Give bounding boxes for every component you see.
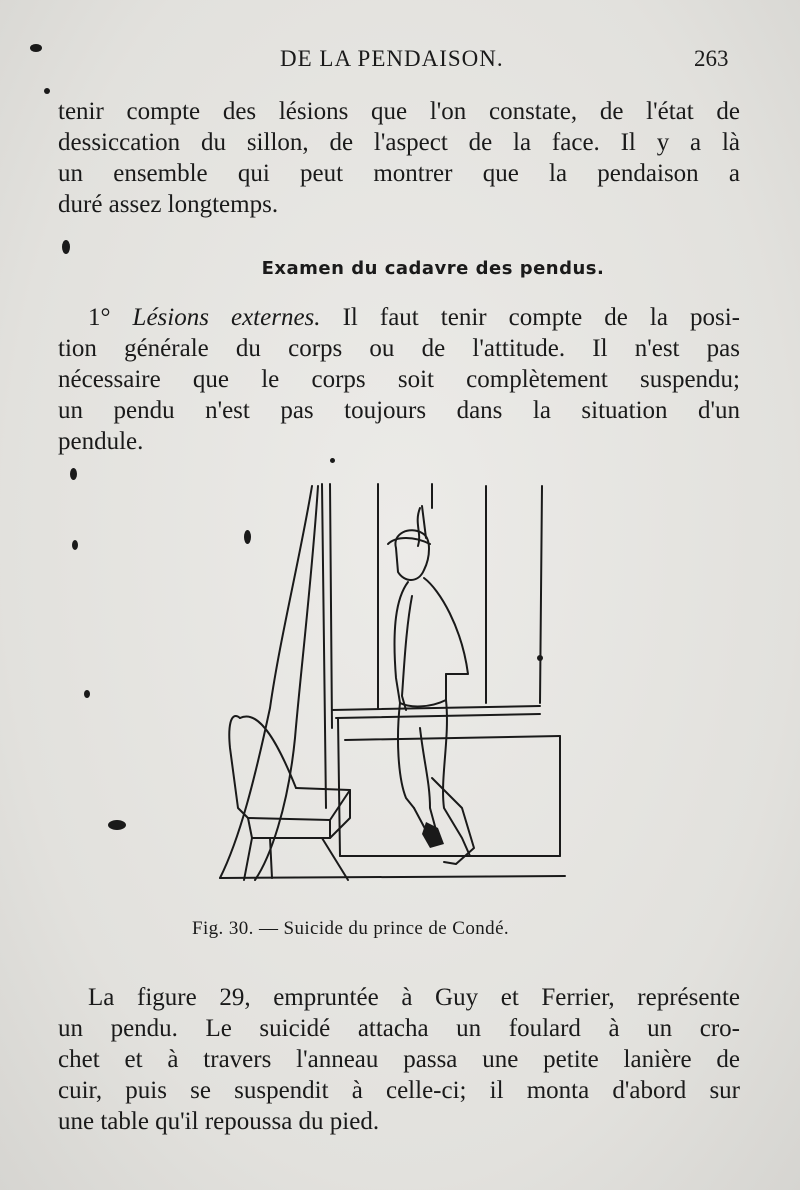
ink-speck: [330, 458, 335, 463]
text-line: tion générale du corps ou de l'attitude. Il n'est pas: [58, 335, 740, 362]
page-number: 263: [694, 46, 729, 71]
ink-speck: [62, 240, 70, 254]
text-line: un pendu. Le suicidé attacha un foulard à un cro-: [58, 1015, 740, 1042]
text-line: cuir, puis se suspendit à celle-ci; il monta d'abord sur: [58, 1077, 740, 1104]
text-line: un ensemble qui peut montrer que la pendaison a: [58, 160, 740, 187]
text-line: tenir compte des lésions que l'on constate, de l'état de: [58, 98, 740, 125]
page-header: [0, 46, 800, 82]
paragraph-3: [58, 982, 740, 1137]
ink-speck: [70, 468, 77, 480]
running-title: DE LA PENDAISON.: [280, 46, 504, 71]
text-line: chet et à travers l'anneau passa une petite lanière de: [58, 1046, 740, 1073]
ink-speck: [72, 540, 78, 550]
text-line: duré assez longtemps.: [58, 191, 279, 218]
paragraph-2: [58, 302, 740, 457]
section-heading: Examen du cadavre des pendus.: [261, 258, 605, 279]
ink-speck: [84, 690, 90, 698]
chair: [229, 716, 248, 818]
ink-speck: [44, 88, 50, 94]
text-line: un pendu n'est pas toujours dans la situation d'un: [58, 397, 740, 424]
italic-subheading: Lésions externes.: [132, 304, 321, 331]
text-line: pendule.: [58, 428, 144, 455]
text-line: nécessaire que le corps soit complètement suspendu;: [58, 366, 740, 393]
text-line: dessiccation du sillon, de l'aspect de la face. Il y a là: [58, 129, 740, 156]
figure-illustration: [200, 478, 580, 898]
ink-speck: [108, 820, 126, 830]
text-line-first: [58, 302, 740, 333]
ink-speck: [244, 530, 251, 544]
text-fragment: Il faut tenir compte de la posi-: [342, 304, 740, 331]
paragraph-1: [58, 96, 740, 220]
text-line: La figure 29, empruntée à Guy et Ferrier, représente: [88, 984, 740, 1011]
lead-number: 1°: [88, 304, 111, 331]
figure-caption: Fig. 30. — Suicide du prince de Condé.: [192, 918, 510, 939]
text-line: une table qu'il repoussa du pied.: [58, 1108, 380, 1135]
ink-speck: [30, 44, 42, 52]
